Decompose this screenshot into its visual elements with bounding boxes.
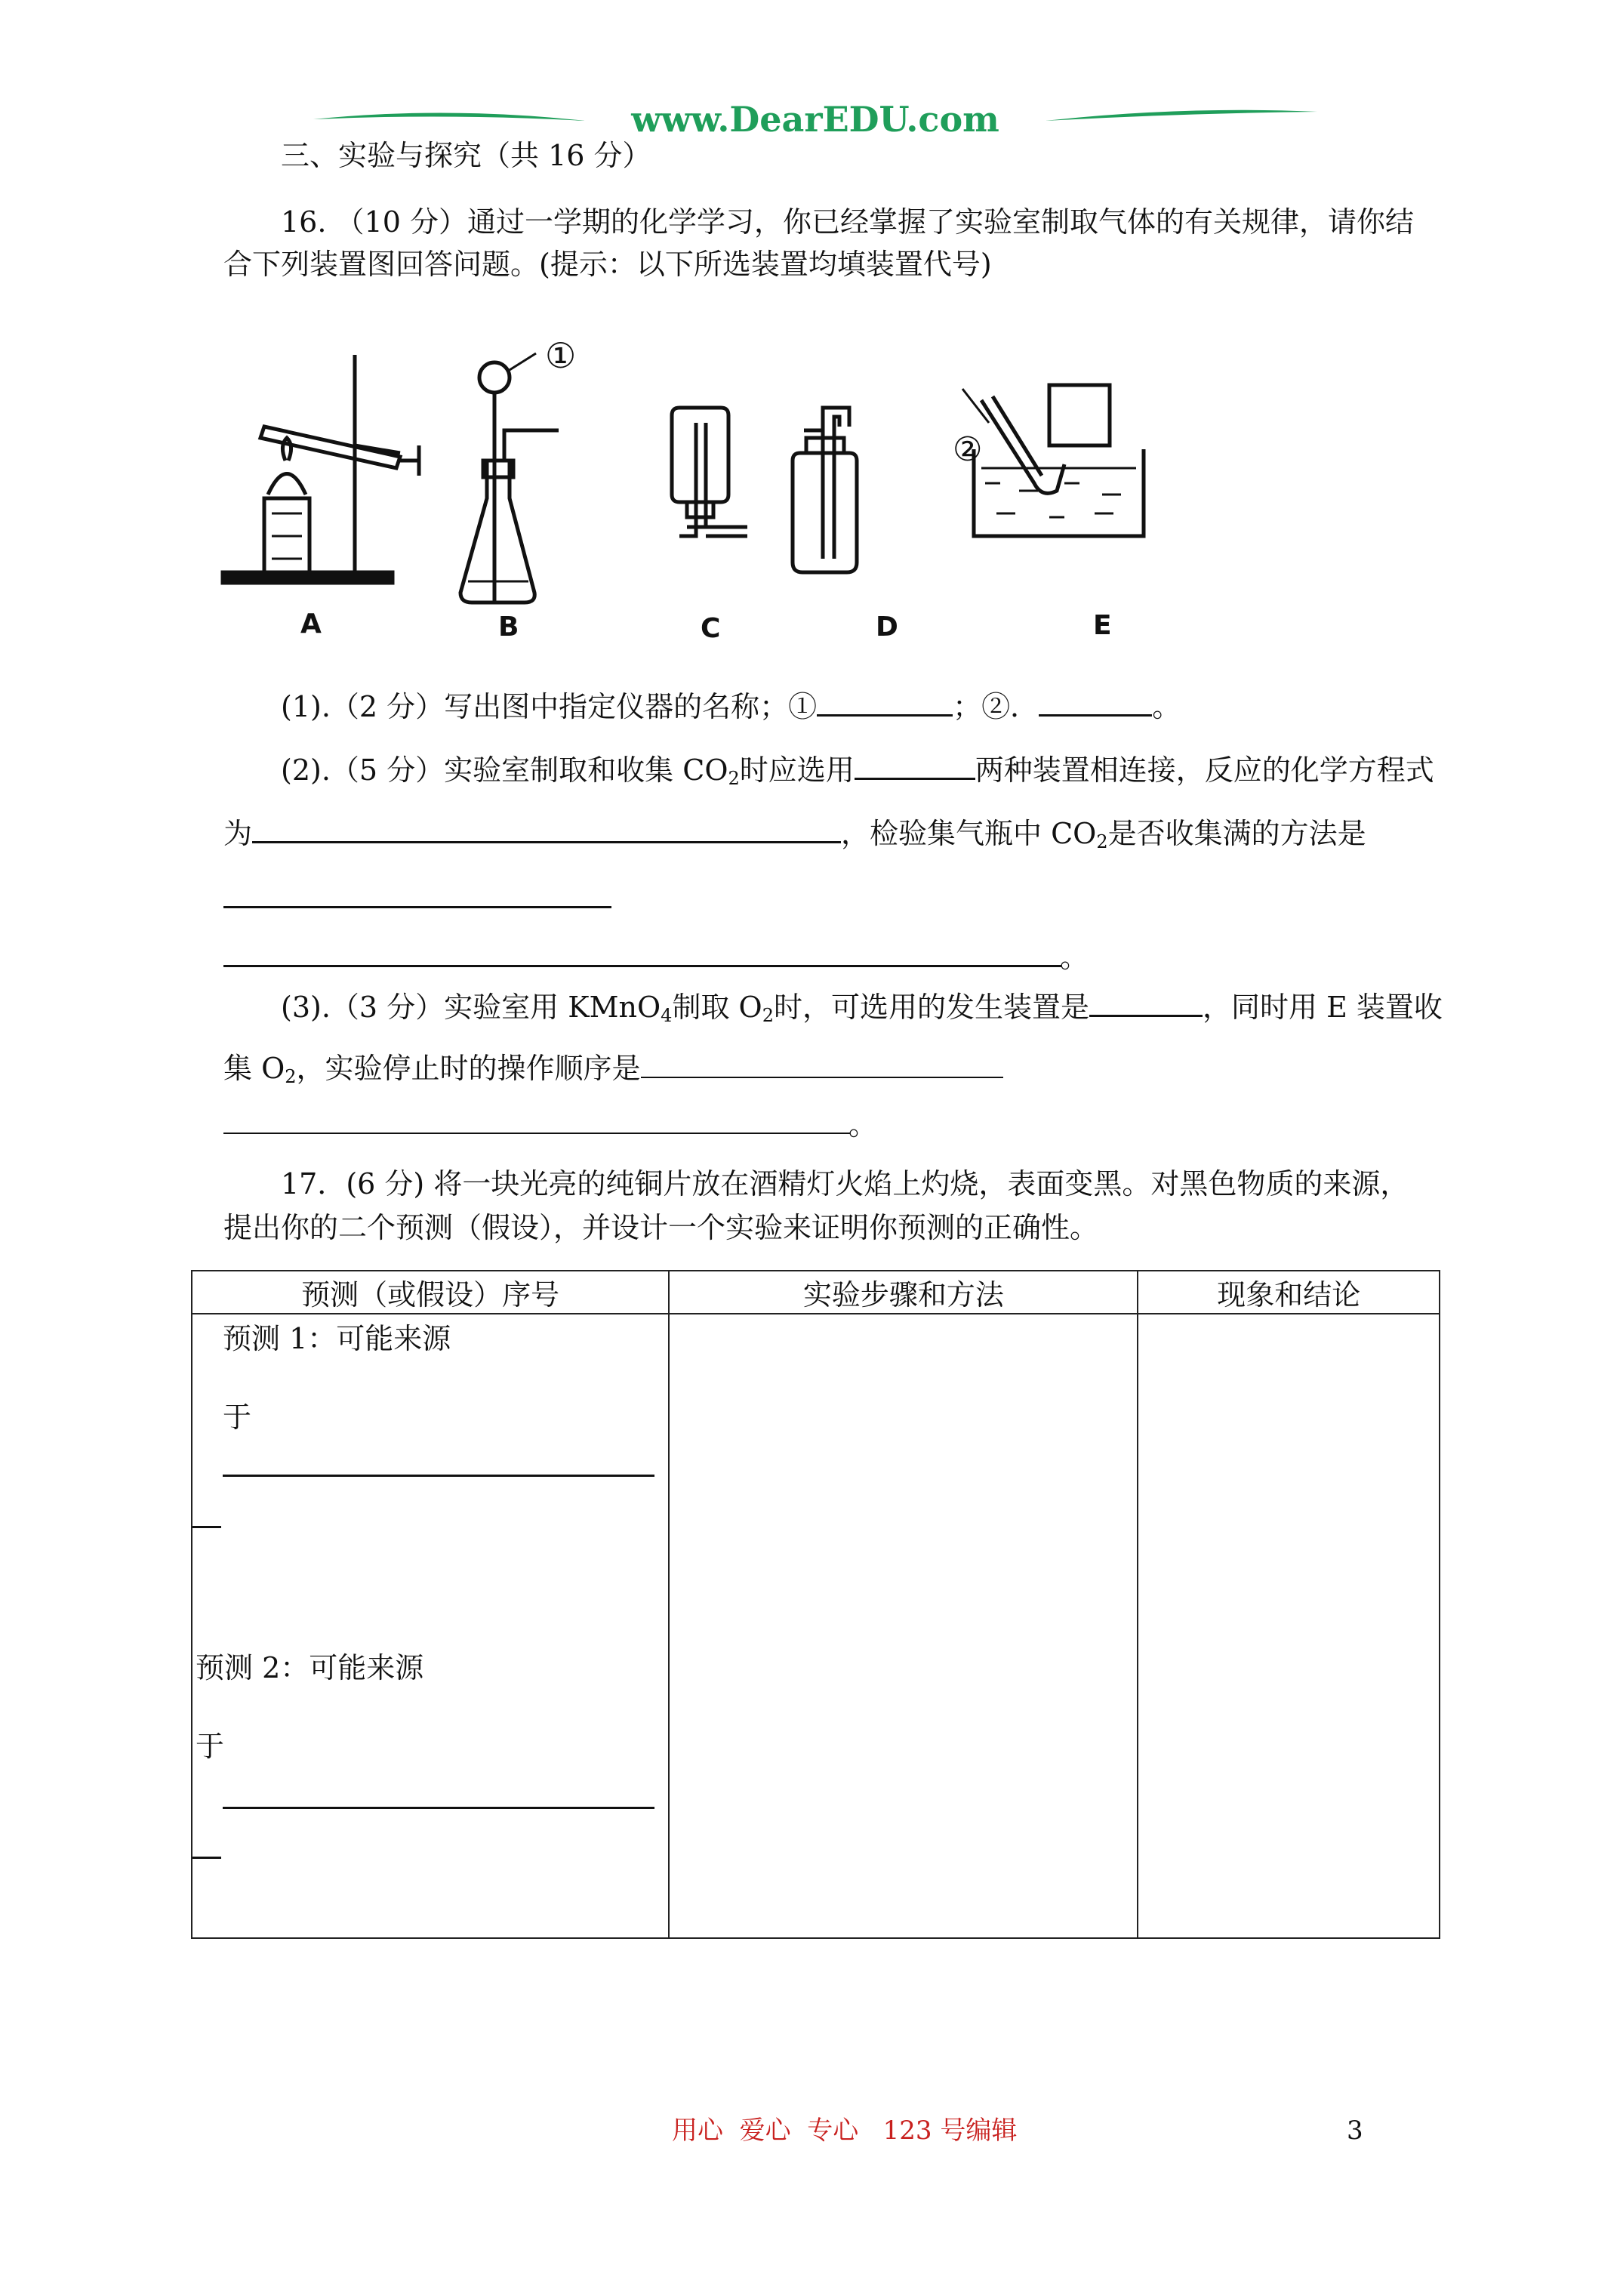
- answer-blank-1[interactable]: [817, 689, 953, 717]
- q16-part2-text-c: 两种装置相连接，反应的化学方程式: [975, 754, 1434, 787]
- q16-part3-line2: [223, 1051, 1003, 1093]
- q16-part3-text-d: ，同时用 E 装置收: [1202, 991, 1443, 1024]
- apparatus-e: [962, 385, 1144, 536]
- q16-part1-text: (1).（2 分）写出图中指定仪器的名称；①: [281, 690, 818, 723]
- footer-slogan: 用心 爱心 专心 123 号编辑: [672, 2116, 1018, 2146]
- q16-part1-end: 。: [1152, 690, 1181, 723]
- prediction-cell[interactable]: [192, 1314, 669, 1938]
- apparatus-b: [460, 353, 559, 604]
- q16-part2-line2-a: 为: [223, 817, 253, 850]
- prediction-1-yu: 于: [223, 1401, 252, 1434]
- subscript: 2: [728, 768, 740, 789]
- figure-label-c: C: [701, 613, 721, 644]
- q16-part3-line2-b: ，实验停止时的操作顺序是: [296, 1052, 641, 1085]
- q16-part3-line1: [281, 989, 1443, 1032]
- figure-label-a: A: [300, 609, 322, 639]
- q16-part2-line2-c: 是否收集满的方法是: [1107, 817, 1366, 850]
- q16-part2-text-a: (2).（5 分）实验室制取和收集 CO: [281, 754, 728, 787]
- section-title: 三、实验与探究（共 16 分）: [281, 139, 651, 172]
- answer-blank-7[interactable]: [1089, 989, 1203, 1017]
- subscript: 4: [661, 1005, 673, 1026]
- prediction-2-yu: 于: [196, 1730, 225, 1763]
- q16-part3-line2-a: 集 O: [223, 1052, 285, 1085]
- prediction-table: [191, 1270, 1440, 1939]
- q17-line1: 17．(6 分) 将一块光亮的纯铜片放在酒精灯火焰上灼烧，表面变黑。对黑色物质的来源，: [281, 1167, 1409, 1200]
- figure-label-e: E: [1093, 610, 1112, 641]
- prediction-2-tail: [192, 1857, 221, 1859]
- result-cell[interactable]: [1138, 1314, 1440, 1938]
- apparatus-d: [793, 408, 857, 572]
- banner-swoosh-right: [1042, 104, 1321, 134]
- answer-line-6[interactable]: [223, 965, 1061, 967]
- col-header-prediction: 预测（或假设）序号: [192, 1271, 669, 1314]
- apparatus-a: [223, 355, 419, 583]
- steps-cell[interactable]: [669, 1314, 1138, 1938]
- table-row: [192, 1314, 1440, 1938]
- answer-line-5[interactable]: [223, 906, 611, 908]
- col-header-result: 现象和结论: [1138, 1271, 1440, 1314]
- answer-blank-4[interactable]: [252, 815, 841, 843]
- apparatus-c: [672, 408, 747, 536]
- banner-swoosh-left: [310, 104, 589, 134]
- prediction-1-label: 预测 1：可能来源: [223, 1322, 451, 1355]
- q16-part3-text-b: 制取 O: [672, 991, 762, 1024]
- answer-blank-3[interactable]: [855, 752, 975, 780]
- figure-marker-1: ①: [545, 335, 577, 376]
- apparatus-figure: [219, 332, 1208, 649]
- q17-line2: 提出你的二个预测（假设），并设计一个实验来证明你预测的正确性。: [223, 1211, 1099, 1244]
- page-number: 3: [1347, 2116, 1363, 2146]
- figure-label-b: B: [498, 612, 519, 643]
- prediction-2-line[interactable]: [223, 1807, 654, 1809]
- answer-line-9[interactable]: [223, 1133, 850, 1134]
- q16-part2-line2-b: ，检验集气瓶中 CO: [841, 817, 1097, 850]
- table-header-row: [192, 1271, 1440, 1314]
- prediction-2-label: 预测 2：可能来源: [196, 1651, 424, 1684]
- answer-blank-2[interactable]: [1039, 689, 1152, 717]
- q16-part1-mid: ；②．: [953, 690, 1039, 723]
- q16-part2-line2: [223, 815, 1366, 858]
- q16-intro-line2: 合下列装置图回答问题。(提示：以下所选装置均填装置代号): [223, 248, 992, 281]
- prediction-1-line[interactable]: [223, 1475, 654, 1477]
- prediction-1-tail: [192, 1526, 221, 1528]
- q16-intro-line1: 16. （10 分）通过一学期的化学学习，你已经掌握了实验室制取气体的有关规律，请你结: [281, 205, 1414, 239]
- col-header-steps: 实验步骤和方法: [669, 1271, 1138, 1314]
- q16-part3-text-a: (3).（3 分）实验室用 KMnO: [281, 991, 661, 1024]
- figure-label-d: D: [876, 612, 898, 643]
- figure-marker-2: ②: [953, 430, 983, 469]
- q16-part2-text-b: 时应选用: [739, 754, 855, 787]
- q16-part3-text-c: 时，可选用的发生装置是: [773, 991, 1089, 1024]
- q16-part2-end: 。: [1060, 941, 1089, 974]
- q16-part2-line1: [281, 752, 1434, 795]
- subscript: 2: [762, 1005, 774, 1026]
- answer-blank-8[interactable]: [641, 1051, 1003, 1078]
- q16-part1: [281, 689, 1181, 723]
- subscript: 2: [1096, 831, 1108, 852]
- q16-part3-end: 。: [848, 1108, 878, 1142]
- header-banner: [310, 98, 1321, 143]
- brand-logo-text: www.DearEDU.com: [631, 99, 999, 140]
- subscript: 2: [285, 1066, 297, 1087]
